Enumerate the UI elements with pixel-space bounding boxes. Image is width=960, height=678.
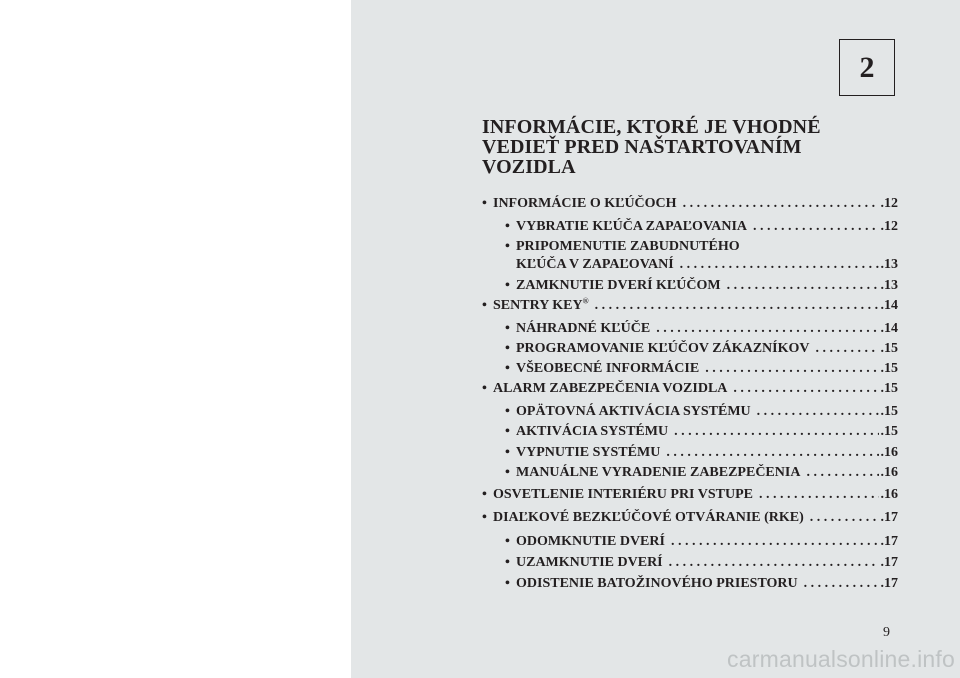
toc-page: .15: [880, 341, 898, 356]
bullet: •: [505, 404, 510, 419]
dot-leader: [674, 257, 879, 273]
toc-entry[interactable]: [505, 404, 898, 420]
chapter-number: 2: [859, 50, 875, 84]
bullet: •: [505, 465, 510, 480]
toc-page: .17: [880, 534, 898, 549]
dot-leader: [751, 404, 879, 420]
page-number: 9: [883, 625, 890, 640]
bullet: •: [505, 341, 510, 356]
toc-entry[interactable]: [505, 278, 898, 294]
toc-page: .12: [880, 219, 898, 234]
toc-label: OPÄTOVNÁ AKTIVÁCIA SYSTÉMU: [516, 404, 751, 419]
toc-entry[interactable]: [505, 576, 898, 592]
toc-label: PRIPOMENUTIE ZABUDNUTÉHO: [516, 239, 740, 254]
toc-entry-first-line[interactable]: [505, 239, 898, 255]
bullet: •: [482, 487, 487, 502]
toc-label: VŠEOBECNÉ INFORMÁCIE: [516, 361, 700, 376]
toc-page: .13: [880, 278, 898, 293]
dot-leader: [727, 381, 878, 397]
toc-page: .17: [880, 576, 898, 591]
toc-label: PROGRAMOVANIE KĽÚČOV ZÁKAZNÍKOV: [516, 341, 810, 356]
dot-leader: [663, 555, 879, 571]
toc-entry[interactable]: [482, 196, 898, 212]
toc-label: [493, 298, 589, 314]
toc-page: .15: [880, 404, 898, 419]
dot-leader: [668, 424, 878, 440]
toc-entry[interactable]: [482, 381, 898, 397]
watermark: carmanualsonline.info: [727, 646, 955, 672]
bullet: •: [482, 298, 487, 313]
dot-leader: [677, 196, 879, 212]
bullet: •: [505, 424, 510, 439]
chapter-title-line-1: INFORMÁCIE, KTORÉ JE VHODNÉ: [482, 116, 821, 138]
toc-page: .16: [880, 487, 898, 502]
toc-label: VYBRATIE KĽÚČA ZAPAĽOVANIA: [516, 219, 748, 234]
toc-page: .13: [880, 257, 898, 272]
dot-leader: [804, 510, 879, 526]
bullet: •: [505, 239, 510, 254]
toc-entry[interactable]: [505, 534, 898, 550]
toc-entry[interactable]: [482, 510, 898, 526]
dot-leader: [798, 576, 879, 592]
chapter-title-line-3: VOZIDLA: [482, 156, 576, 178]
toc-page: .16: [880, 465, 898, 480]
toc-page: .15: [880, 424, 898, 439]
toc-label: MANUÁLNE VYRADENIE ZABEZPEČENIA: [516, 465, 801, 480]
bullet: •: [505, 219, 510, 234]
dot-leader: [660, 445, 878, 461]
dot-leader: [810, 341, 879, 357]
toc-page: .15: [880, 381, 898, 396]
toc-entry[interactable]: [482, 298, 898, 314]
toc-entry[interactable]: [505, 361, 898, 377]
dot-leader: [753, 487, 879, 503]
toc-label: ODISTENIE BATOŽINOVÉHO PRIESTORU: [516, 576, 798, 591]
dot-leader: [699, 361, 878, 377]
toc-label: ZAMKNUTIE DVERÍ KĽÚČOM: [516, 278, 721, 293]
toc-entry[interactable]: [505, 465, 898, 481]
bullet: •: [482, 510, 487, 525]
toc-label: NÁHRADNÉ KĽÚČE: [516, 321, 651, 336]
toc-entry[interactable]: [505, 555, 898, 571]
toc-label: ODOMKNUTIE DVERÍ: [516, 534, 665, 549]
toc-label: AKTIVÁCIA SYSTÉMU: [516, 424, 669, 439]
toc-page: .15: [880, 361, 898, 376]
toc-label: ALARM ZABEZPEČENIA VOZIDLA: [493, 381, 728, 396]
toc-entry[interactable]: [505, 445, 898, 461]
toc-entry[interactable]: [505, 424, 898, 440]
toc-page: .16: [880, 445, 898, 460]
toc-label: VYPNUTIE SYSTÉMU: [516, 445, 661, 460]
bullet: •: [505, 321, 510, 336]
bullet: •: [505, 278, 510, 293]
toc-entry[interactable]: [505, 321, 898, 337]
registered-mark: ®: [582, 296, 589, 306]
bullet: •: [505, 361, 510, 376]
bullet: •: [505, 576, 510, 591]
toc-label-text: SENTRY KEY: [493, 298, 583, 313]
toc-label: DIAĽKOVÉ BEZKĽÚČOVÉ OTVÁRANIE (RKE): [493, 510, 804, 525]
toc-entry-continuation[interactable]: [516, 257, 898, 273]
toc-label: OSVETLENIE INTERIÉRU PRI VSTUPE: [493, 487, 753, 502]
toc-label: UZAMKNUTIE DVERÍ: [516, 555, 663, 570]
toc-page: .12: [880, 196, 898, 211]
bullet: •: [505, 555, 510, 570]
dot-leader: [665, 534, 879, 550]
bullet: •: [482, 381, 487, 396]
toc-page: .17: [880, 510, 898, 525]
toc-page: .17: [880, 555, 898, 570]
toc-page: .14: [880, 321, 898, 336]
toc-label-continued: KĽÚČA V ZAPAĽOVANÍ: [516, 257, 674, 272]
bullet: •: [482, 196, 487, 211]
bullet: •: [505, 534, 510, 549]
dot-leader: [747, 219, 878, 235]
toc-entry[interactable]: [505, 341, 898, 357]
dot-leader: [800, 465, 878, 481]
toc-page: .14: [880, 298, 898, 313]
bullet: •: [505, 445, 510, 460]
dot-leader: [650, 321, 878, 337]
dot-leader: [721, 278, 879, 294]
toc-entry[interactable]: [482, 487, 898, 503]
toc-label: INFORMÁCIE O KĽÚČOCH: [493, 196, 677, 211]
chapter-title-line-2: VEDIEŤ PRED NAŠTARTOVANÍM: [482, 136, 802, 158]
toc-entry[interactable]: [505, 219, 898, 235]
dot-leader: [589, 298, 879, 314]
